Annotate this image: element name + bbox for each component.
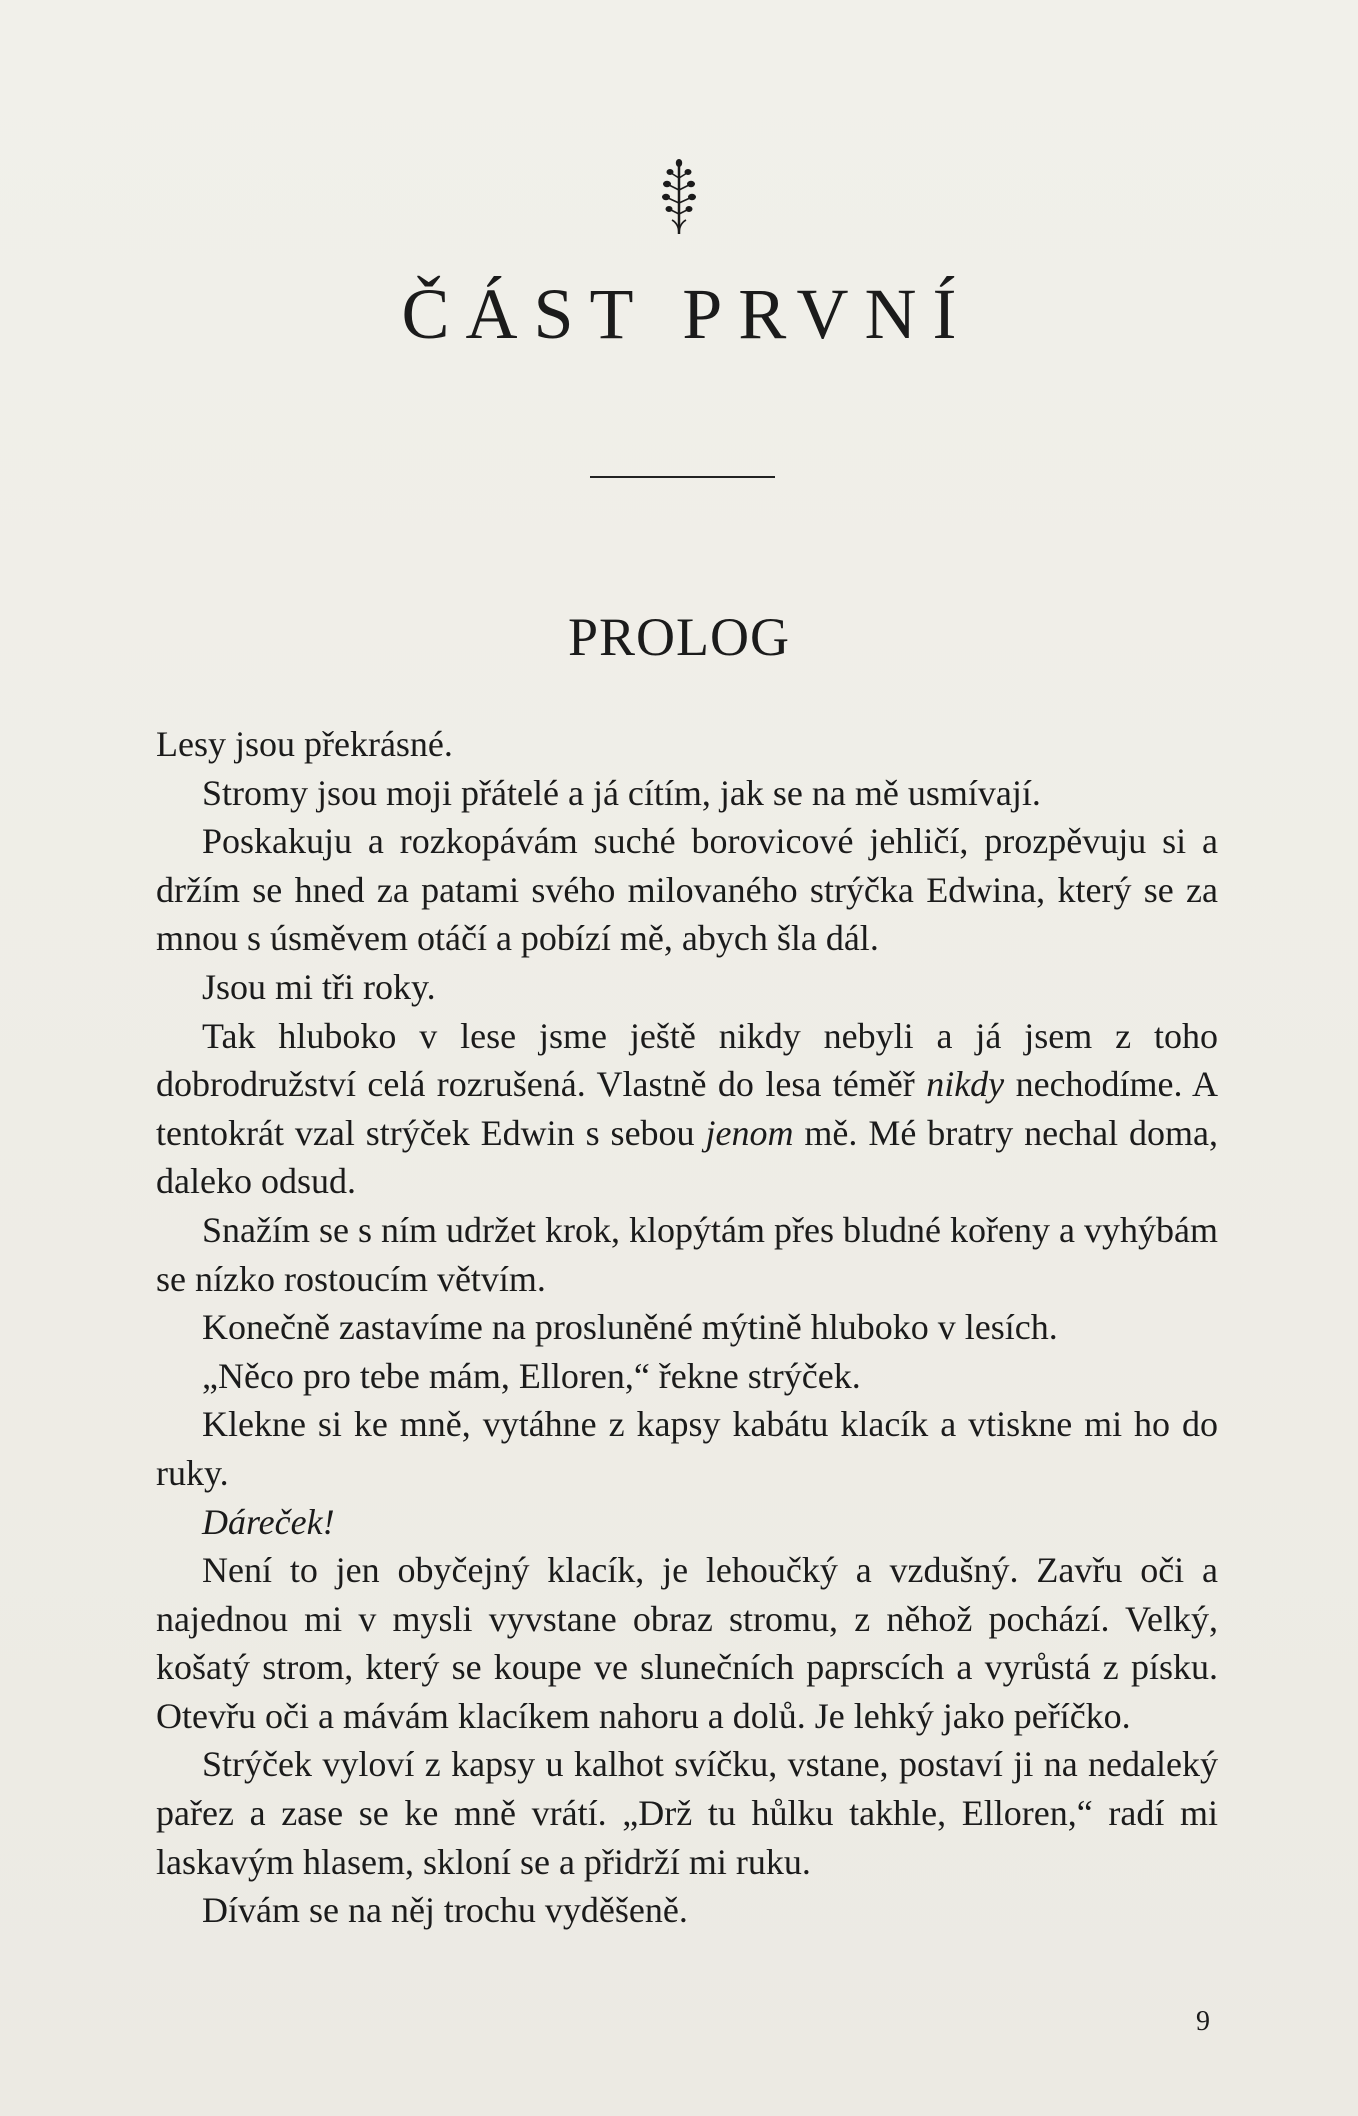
emphasis-text: Dáreček! (202, 1501, 335, 1542)
paragraph: Jsou mi tři roky. (202, 966, 436, 1007)
paragraph-text: Tak hluboko v lese jsme ještě nikdy nebyli a já jsem z toho dobrodružství celá rozrušená. Vlastně do lesa téměř (156, 1015, 1218, 1105)
sprig-ornament-icon (654, 158, 704, 238)
page-number: 9 (1196, 2006, 1210, 2037)
paragraph: Není to jen obyčejný klacík, je lehoučký a vzdušný. Zavřu oči a najednou mi v mysli vyvstane obraz stromu, z něhož pochází. Velký, košatý strom, který se koupe ve slunečních paprscích a vyrůstá z písku. Otevřu oči a mávám klacíkem nahoru a dolů. Je lehký jako peříčko. (156, 1550, 1218, 1736)
paragraph: Snažím se s ním udržet krok, klopýtám přes bludné kořeny a vyhýbám se nízko rostoucím větvím. (156, 1209, 1218, 1299)
emphasis-text: nikdy (926, 1064, 1005, 1105)
paragraph: Stromy jsou moji přátelé a já cítím, jak se na mě usmívají. (202, 772, 1041, 813)
prologue-text (156, 720, 1218, 1935)
paragraph (156, 1498, 1218, 1547)
paragraph (156, 1012, 1218, 1206)
paragraph: Dívám se na něj trochu vyděšeně. (202, 1890, 688, 1931)
chapter-title: PROLOG (567, 607, 791, 667)
paragraph: „Něco pro tebe mám, Elloren,“ řekne strýček. (202, 1355, 861, 1396)
paragraph: Lesy jsou překrásné. (156, 724, 453, 764)
part-title: ČÁST PRVNÍ (401, 274, 973, 354)
emphasis-text: jenom (705, 1112, 794, 1153)
paragraph: Klekne si ke mně, vytáhne z kapsy kabátu klacík a vtiskne mi ho do ruky. (156, 1404, 1218, 1493)
paragraph-text: mě. Mé bratry nechal doma, daleko odsud. (156, 1112, 1218, 1202)
paragraph: Konečně zastavíme na prosluněné mýtině hluboko v lesích. (202, 1307, 1058, 1348)
title-divider (590, 476, 775, 478)
paragraph: Strýček vyloví z kapsy u kalhot svíčku, vstane, postaví ji na nedaleký pařez a zase se ke mně vrátí. „Drž tu hůlku takhle, Elloren,“ radí mi laskavým hlasem, skloní se a přidrží mi ruku. (156, 1744, 1218, 1882)
paragraph: Poskakuju a rozkopávám suché borovicové jehličí, prozpěvuju si a držím se hned za patami svého milovaného strýčka Edwina, který se za mnou s úsměvem otáčí a pobízí mě, abych šla dál. (156, 821, 1218, 959)
paragraph-text: nechodíme. A tentokrát vzal strýček Edwin s sebou (156, 1064, 1218, 1153)
